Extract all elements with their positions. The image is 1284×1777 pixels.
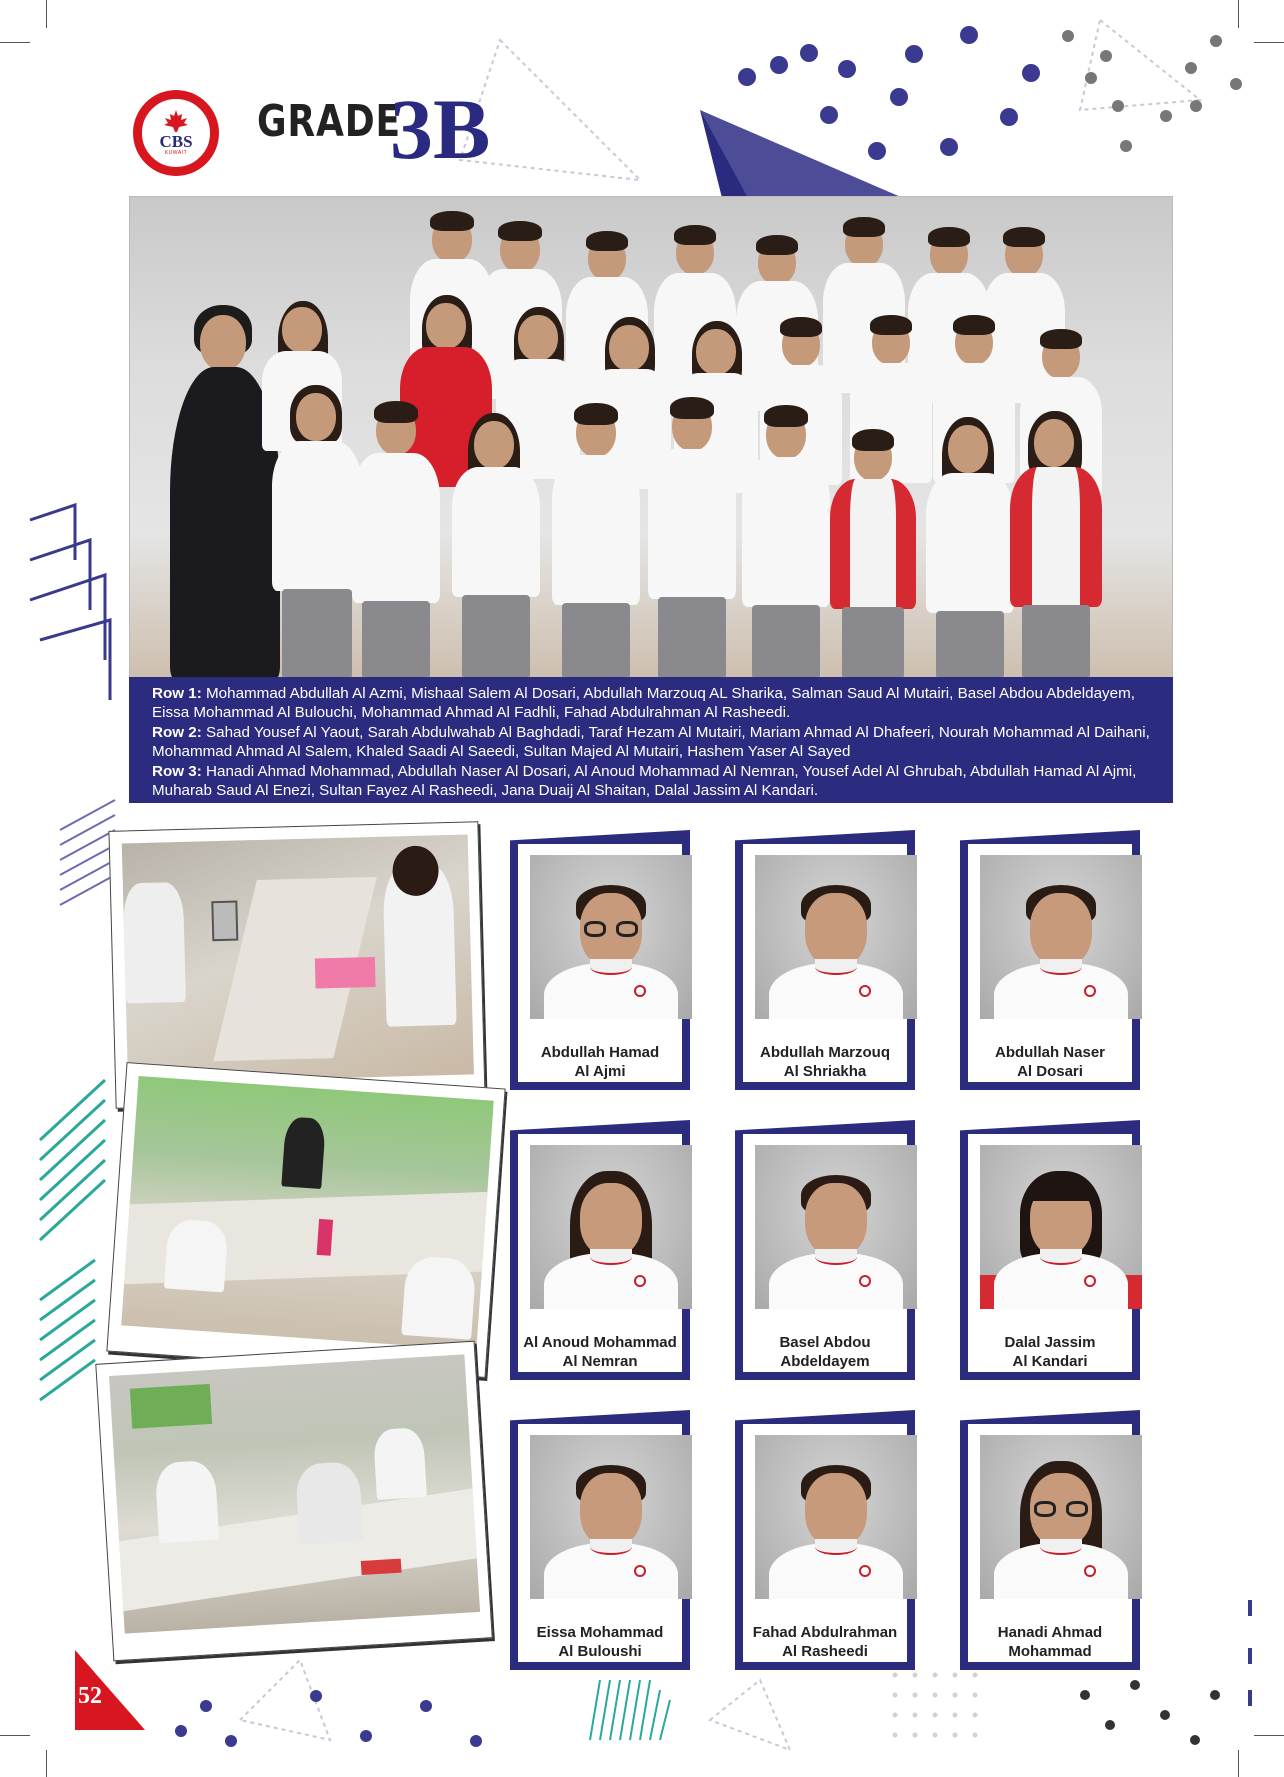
class-group-photo	[129, 196, 1173, 678]
decor-dot	[960, 26, 978, 44]
student-name-line1: Abdullah Marzouq	[760, 1044, 890, 1061]
row-names: Hanadi Ahmad Mohammad, Abdullah Naser Al Dosari, Al Anoud Mohammad Al Nemran, Yousef Adel Al Ghrubah, Abdullah Hamad Al Ajmi, Muharab Saud Al Enezi, Sultan Fayez Al Rasheedi, Jana Duaij Al Shaitan, Dalal Jassim Al Kandari.	[152, 762, 1137, 800]
caption-row-2	[152, 723, 1163, 762]
student-portrait-card	[510, 830, 690, 1090]
student-photo	[530, 1145, 692, 1309]
student-name	[743, 1623, 907, 1661]
logo-subtext: KUWAIT	[164, 150, 188, 156]
decor-dot	[1085, 72, 1097, 84]
student-name	[518, 1333, 682, 1371]
activity-photo-3	[95, 1341, 492, 1662]
decor-dot	[800, 44, 818, 62]
decor-dot	[1230, 78, 1242, 90]
decor-dot	[1130, 1680, 1140, 1690]
decor-dot	[1105, 1720, 1115, 1730]
student-portrait-card	[960, 1410, 1140, 1670]
page-title-class: 3B	[390, 81, 491, 177]
row-label: Row 3:	[152, 762, 202, 780]
student-name-line2: Al Shriakha	[783, 1063, 867, 1080]
decor-dot	[470, 1735, 482, 1747]
decor-dot	[1160, 1710, 1170, 1720]
class-photo-caption	[129, 677, 1173, 803]
decor-dot	[1062, 30, 1074, 42]
student-photo	[980, 1435, 1142, 1599]
student-name-line1: Eissa Mohammad	[536, 1624, 664, 1641]
page-title-grade: GRADE	[257, 96, 402, 147]
student-name-line2: Al Dosari	[1017, 1063, 1083, 1080]
student-name-line1: Hanadi Ahmad	[997, 1624, 1103, 1641]
decor-dot	[1185, 62, 1197, 74]
student-name-line1: Al Anoud Mohammad	[523, 1334, 677, 1351]
student-portrait-card	[510, 1120, 690, 1380]
row-label: Row 2:	[152, 723, 202, 741]
decor-dot	[175, 1725, 187, 1737]
student-name	[968, 1333, 1132, 1371]
decor-dot	[310, 1690, 322, 1702]
decor-dot	[1000, 108, 1018, 126]
decor-dot	[1210, 35, 1222, 47]
student-name-line2: Al Kandari	[1012, 1353, 1088, 1370]
student-name	[743, 1333, 907, 1371]
student-name-line1: Basel Abdou	[779, 1334, 871, 1351]
decor-dot	[1112, 100, 1124, 112]
student-name-line2: Al Ajmi	[574, 1063, 626, 1080]
decor-dot	[1080, 1690, 1090, 1700]
student-portrait-card	[735, 830, 915, 1090]
student-name-line2: Abdeldayem	[780, 1353, 870, 1370]
decor-dot	[1190, 100, 1202, 112]
student-name-line2: Al Nemran	[562, 1353, 638, 1370]
decor-dot	[360, 1730, 372, 1742]
caption-row-1	[152, 684, 1163, 723]
student-name	[968, 1623, 1132, 1661]
student-name-line1: Fahad Abdulrahman	[752, 1624, 898, 1641]
decor-dot	[838, 60, 856, 78]
decor-dot	[890, 88, 908, 106]
student-name	[518, 1623, 682, 1661]
student-photo	[755, 855, 917, 1019]
student-name	[518, 1043, 682, 1081]
decor-dot	[1160, 110, 1172, 122]
student-name	[743, 1043, 907, 1081]
student-name-line2: Mohammad	[1008, 1643, 1092, 1660]
activity-photo-2	[106, 1062, 505, 1378]
decor-dot	[225, 1735, 237, 1747]
row-names: Mohammad Abdullah Al Azmi, Mishaal Salem Al Dosari, Abdullah Marzouq AL Sharika, Salman Saud Al Mutairi, Basel Abdou Abdeldayem, Eissa Mohammad Al Bulouchi, Mohammad Ahmad Al Fadhli, Fahad Abdulrahman Al Rasheedi.	[152, 685, 1135, 722]
row-names: Sahad Yousef Al Yaout, Sarah Abdulwahab Al Baghdadi, Taraf Hezam Al Mutairi, Mariam Ahmad Al Dhafeeri, Nourah Mohammad Al Daihani, Mohammad Ahmad Al Salem, Khaled Saadi Al Saeedi, Sultan Majed Al Mutairi, Hashem Yaser Al Sayed	[152, 723, 1150, 761]
decor-dot	[820, 106, 838, 124]
student-photo	[755, 1145, 917, 1309]
decor-dot	[1210, 1690, 1220, 1700]
decor-dot	[200, 1700, 212, 1712]
student-photo	[530, 855, 692, 1019]
student-photo	[755, 1435, 917, 1599]
student-portrait-card	[510, 1410, 690, 1670]
maple-leaf-icon	[163, 110, 189, 132]
decor-dot	[1100, 50, 1112, 62]
decor-dot	[770, 56, 788, 74]
row-label: Row 1:	[152, 685, 202, 702]
student-name-line1: Abdullah Hamad	[540, 1044, 660, 1061]
student-photo	[530, 1435, 692, 1599]
student-name-line2: Al Rasheedi	[782, 1643, 868, 1660]
student-photo	[980, 855, 1142, 1019]
page-number: 52	[78, 1683, 102, 1709]
student-portrait-card	[960, 830, 1140, 1090]
caption-row-3	[152, 762, 1163, 801]
student-portrait-card	[960, 1120, 1140, 1380]
student-photo	[980, 1145, 1142, 1309]
student-portrait-card	[735, 1410, 915, 1670]
school-logo	[133, 90, 219, 176]
student-name-line1: Dalal Jassim	[1004, 1334, 1096, 1351]
decor-dot	[1190, 1735, 1200, 1745]
decor-dot	[905, 45, 923, 63]
logo-text: CBS	[159, 132, 193, 151]
student-name-line2: Al Buloushi	[558, 1643, 642, 1660]
decor-dot	[1022, 64, 1040, 82]
decor-dot	[940, 138, 958, 156]
student-name	[968, 1043, 1132, 1081]
student-name-line1: Abdullah Naser	[994, 1044, 1106, 1061]
decor-dot	[738, 68, 756, 86]
student-portrait-card	[735, 1120, 915, 1380]
decor-dot	[1120, 140, 1132, 152]
decor-dot	[420, 1700, 432, 1712]
decor-dot	[868, 142, 886, 160]
